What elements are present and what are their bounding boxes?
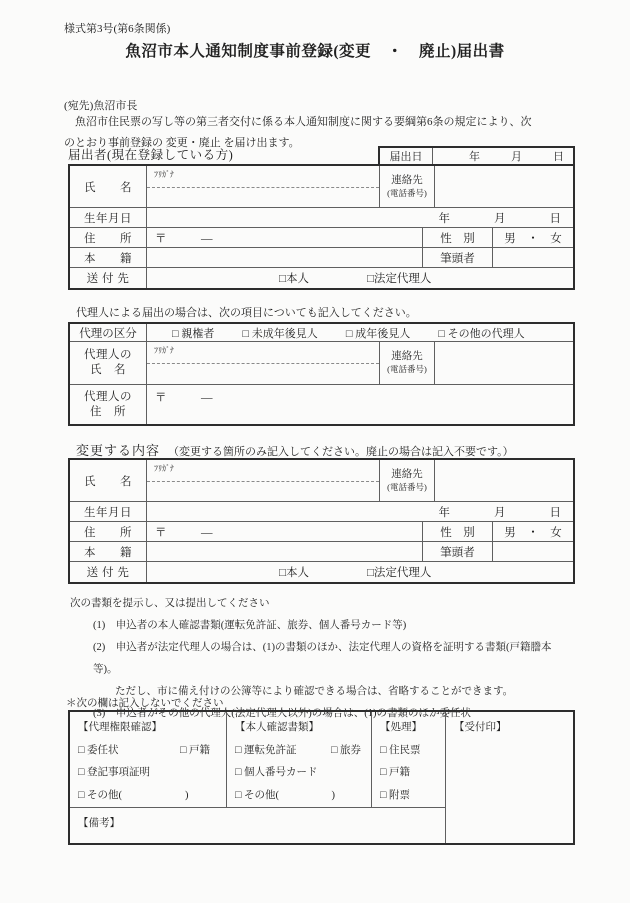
agent-category-row — [70, 324, 573, 342]
agent-address-label — [70, 385, 147, 424]
agent-name-sublabel: 氏 名 — [90, 364, 126, 376]
identity-doc-column — [227, 712, 372, 807]
note-item-1: (1) 申込者の本人確認書類(運転免許証、旅券、個人番号カード等) — [93, 620, 407, 631]
agent-prefix-label: 代理人の — [84, 390, 132, 403]
agent-name-label — [70, 342, 147, 384]
gender-label: 性 別 — [423, 522, 493, 541]
postal-code-mark: 〒 ― — [147, 228, 423, 247]
checkbox-send-to-self: □本人 — [279, 273, 309, 285]
report-date-label: 届出日 — [380, 148, 433, 164]
agent-table — [68, 322, 575, 426]
form-title: 魚沼市本人通知制度事前登録(変更 ・ 廃止)届出書 — [125, 43, 505, 60]
checkbox-adult-guardian: □ 成年後見人 — [345, 327, 411, 340]
addressee: (宛先)魚沼市長 — [64, 100, 138, 112]
agent-contact-value-cell — [435, 342, 573, 384]
change-birthdate-value-cell — [147, 502, 573, 521]
gender-options: 男 ・ 女 — [504, 526, 562, 539]
change-section-header — [76, 440, 514, 459]
change-address-row — [70, 522, 573, 542]
furigana-label: ﾌﾘｶﾞﾅ — [147, 460, 379, 482]
note-item-2-continued: ただし、市に備え付けの公簿等により確認できる場合は、省略することができます。 — [115, 686, 514, 697]
month-label: 月 — [494, 212, 506, 225]
applicant-address-row — [70, 228, 573, 248]
applicant-birthdate-row — [70, 208, 573, 228]
change-domicile-value-cell — [147, 542, 423, 561]
identity-title: 【本人確認書類】 — [235, 722, 319, 733]
contact-sub-label: (電話番号) — [387, 187, 427, 198]
agent-prefix-label: 代理人の — [84, 349, 132, 361]
day-label: 日 — [553, 151, 564, 163]
checkbox-resident-record: □ 住民票 — [380, 744, 421, 756]
agent-name-input-cell — [147, 342, 380, 384]
domicile-value-cell — [147, 248, 423, 267]
year-label: 年 — [438, 506, 450, 519]
birthdate-label: 生年月日 — [70, 208, 147, 227]
remarks-cell — [70, 808, 445, 843]
agent-section-intro: 代理人による届出の場合は、次の項目についても記入してください。 — [76, 307, 417, 319]
checkbox-other-agent: □ その他の代理人 — [438, 327, 525, 340]
send-to-label: 送 付 先 — [70, 268, 147, 288]
applicant-table-header — [68, 146, 575, 164]
report-date-box — [378, 146, 575, 164]
household-head-label: 筆頭者 — [423, 248, 493, 267]
address-label: 住 所 — [70, 522, 147, 541]
checkbox-passport: □ 旅券 — [331, 744, 361, 756]
change-send-to-options-cell — [147, 562, 573, 582]
name-input-cell — [147, 166, 380, 207]
agent-postal-code-mark: 〒 ― — [155, 392, 213, 404]
change-name-input-cell — [147, 460, 380, 501]
gender-label: 性 別 — [423, 228, 493, 247]
checkbox-family-register: □ 戸籍 — [180, 744, 210, 756]
contact-label: 連絡先 — [391, 351, 423, 362]
checkbox-identity-other: □ その他( ) — [235, 789, 335, 801]
change-birthdate-row — [70, 502, 573, 522]
change-sendto-row — [70, 562, 573, 582]
registered-domicile-label: 本 籍 — [70, 248, 147, 267]
authority-title: 【代理権限確認】 — [78, 722, 162, 733]
month-label: 月 — [511, 151, 522, 163]
contact-value-cell — [435, 166, 573, 207]
gender-options: 男 ・ 女 — [504, 232, 562, 245]
authority-check-column — [70, 712, 227, 807]
birthdate-value-cell — [147, 208, 573, 227]
office-upper-row — [70, 712, 445, 808]
contact-label: 連絡先 — [391, 174, 423, 186]
change-section-heading: 変更する内容 — [76, 443, 161, 458]
checkbox-registration-certificate: □ 登記事項証明 — [78, 767, 150, 778]
agent-contact-label-cell — [380, 342, 435, 384]
change-household-head-value-cell — [493, 542, 573, 561]
applicant-sendto-row — [70, 268, 573, 288]
year-label: 年 — [469, 151, 480, 163]
office-left-section — [70, 712, 445, 843]
day-label: 日 — [549, 212, 561, 225]
checkbox-koseki: □ 戸籍 — [380, 767, 410, 778]
name-label: 氏 名 — [70, 460, 147, 501]
agent-name-row — [70, 342, 573, 385]
address-label: 住 所 — [70, 228, 147, 247]
checkbox-send-to-legal-agent: □法定代理人 — [366, 567, 432, 579]
change-table — [68, 458, 575, 584]
send-to-options-cell — [147, 268, 573, 288]
household-head-label: 筆頭者 — [423, 542, 493, 561]
applicant-table — [68, 164, 575, 290]
day-label: 日 — [549, 506, 561, 519]
year-label: 年 — [438, 212, 450, 225]
checkbox-authority-other: □ その他( ) — [78, 789, 189, 801]
month-label: 月 — [494, 506, 506, 519]
furigana-label: ﾌﾘｶﾞﾅ — [147, 342, 379, 364]
receipt-stamp-cell — [445, 712, 573, 843]
applicant-section-heading: 届出者(現在登録している方) — [68, 148, 234, 162]
process-column — [372, 712, 445, 807]
contact-label-cell — [380, 166, 435, 207]
checkbox-my-number-card: □ 個人番号カード — [235, 767, 318, 778]
change-contact-value-cell — [435, 460, 573, 501]
agent-address-row — [70, 385, 573, 424]
birthdate-label: 生年月日 — [70, 502, 147, 521]
intro-line-2: のとおり事前登録の 変更・廃止 を届け出ます。 — [64, 137, 300, 149]
process-title: 【処理】 — [380, 722, 422, 733]
agent-category-label: 代理の区分 — [70, 324, 147, 341]
notes-intro: 次の書類を提示し、又は提出してください — [70, 598, 270, 609]
checkbox-drivers-license: □ 運転免許証 — [235, 744, 297, 756]
receipt-stamp-title: 【受付印】 — [454, 722, 507, 733]
change-section-note: （変更する箇所のみ記入してください。廃止の場合は記入不要です。） — [168, 446, 514, 458]
checkbox-send-to-self: □本人 — [279, 567, 309, 579]
checkbox-send-to-legal-agent: □法定代理人 — [366, 273, 432, 285]
checkbox-minor-guardian: □ 未成年後見人 — [242, 327, 318, 340]
applicant-domicile-row — [70, 248, 573, 268]
staff-only-note: ＊次の欄は記入しないでください — [66, 698, 224, 709]
registered-domicile-label: 本 籍 — [70, 542, 147, 561]
note-item-3: (3) 申込者がその他の代理人(法定代理人以外)の場合は、(1)の書類のほか委任状 — [93, 708, 471, 719]
change-name-row — [70, 460, 573, 502]
change-contact-label-cell — [380, 460, 435, 501]
remarks-title: 【備考】 — [78, 818, 120, 829]
furigana-label: ﾌﾘｶﾞﾅ — [147, 166, 379, 188]
household-head-value-cell — [493, 248, 573, 267]
agent-category-options-cell — [147, 324, 573, 341]
contact-label: 連絡先 — [391, 468, 423, 480]
note-item-2: (2) 申込者が法定代理人の場合は、(1)の書類のほか、法定代理人の資格を証明する書類(戸籍謄本等)。 — [93, 642, 552, 675]
contact-sub-label: (電話番号) — [387, 364, 427, 374]
checkbox-power-of-attorney: □ 委任状 — [78, 744, 119, 756]
checkbox-supplementary-record: □ 附票 — [380, 789, 410, 801]
send-to-label: 送 付 先 — [70, 562, 147, 582]
contact-sub-label: (電話番号) — [387, 481, 427, 492]
form-number: 様式第3号(第6条関係) — [64, 23, 171, 35]
agent-address-sublabel: 住 所 — [90, 405, 126, 418]
office-use-table — [68, 710, 575, 845]
name-label: 氏 名 — [70, 166, 147, 207]
change-domicile-row — [70, 542, 573, 562]
postal-code-mark: 〒 ― — [147, 522, 423, 541]
intro-line-1: 魚沼市住民票の写し等の第三者交付に係る本人通知制度に関する要綱第6条の規定により、次 — [64, 116, 532, 128]
checkbox-parent-authority: □ 親権者 — [172, 327, 215, 340]
report-date-value-cell — [433, 148, 573, 164]
applicant-name-row — [70, 166, 573, 208]
